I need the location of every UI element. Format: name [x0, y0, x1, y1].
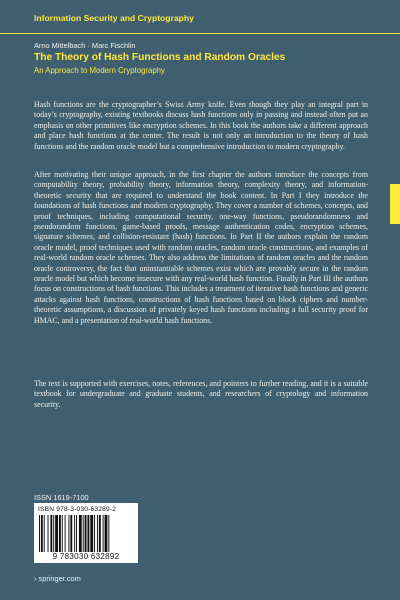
barcode-bar [55, 515, 58, 552]
barcode-bar [39, 515, 40, 552]
barcode-bar [53, 515, 54, 552]
barcode-bar [70, 515, 72, 552]
barcode-bar [76, 515, 77, 552]
publisher-url[interactable]: › springer.com [34, 574, 81, 583]
barcode-bar [74, 515, 75, 552]
authors: Arno Mittelbach · Marc Fischlin [34, 41, 136, 50]
barcode-bar [108, 515, 109, 552]
barcode-graphic [38, 515, 134, 552]
barcode-digits: 9 783030 632892 [52, 552, 120, 561]
isbn-number: ISBN 978-3-030-63289-2 [38, 506, 117, 513]
barcode-bar [87, 515, 89, 552]
barcode-bar [65, 515, 66, 552]
barcode-bar [99, 515, 101, 552]
barcode-bar [94, 515, 95, 552]
barcode-bar [44, 515, 45, 552]
barcode-bar [41, 515, 43, 552]
barcode-bar [62, 515, 63, 552]
book-subtitle: An Approach to Modern Cryptography [34, 66, 165, 75]
barcode-bar [68, 515, 69, 552]
barcode-bar [105, 515, 108, 552]
barcode-bar [103, 515, 104, 552]
series-name: Information Security and Cryptography [34, 13, 194, 23]
barcode-bar [59, 515, 61, 552]
barcode-bar [83, 515, 84, 552]
blurb-paragraph-2: After motivating their unique approach, in the first chapter the authors introduce the concepts from computability theory, probability theory, information theory, complexity theory, and information-theoretic security that are required to understand the book content. In Part I they introduce the foundations of hash functions and modern cryptography. They cover a number of schemes, concepts, and proof techniques, including computational security, one-way functions, pseudorandomness and pseudorandom functions, game-based proofs, message authentication codes, encryption schemes, signature schemes, and collision-resistant (hash) functions. In Part II the authors explain the random oracle model, proof techniques used with random oracles, random oracle constructions, and examples of real-world random oracle schemes. They also address the limitations of random oracles and the random oracle controversy, the fact that uninstantiable schemes exist which are provably secure in the random oracle model but which become insecure with any real-world hash function. Finally in Part III the authors focus on constructions of hash functions. This includes a treatment of iterative hash functions and generic attacks against hash functions, constructions of hash functions based on block ciphers and number-theoretic assumptions, a discussion of privately keyed hash functions including a full security proof for HMAC, and a presentation of real-world hash functions. [34, 170, 368, 325]
accent-bar [390, 184, 400, 224]
book-title: The Theory of Hash Functions and Random Oracles [34, 52, 286, 63]
barcode-bar [90, 515, 93, 552]
blurb-paragraph-3: The text is supported with exercises, notes, references, and pointers to further reading, and it is a suitable textbook for undergraduate and graduate students, and researchers of cryptology and information security. [34, 379, 368, 409]
barcode-bar [85, 515, 87, 552]
barcode-bar [48, 515, 49, 552]
accent-rule [0, 33, 400, 34]
barcode-bar [79, 515, 82, 552]
issn: ISSN 1619-7100 [34, 493, 89, 502]
barcode-bar [50, 515, 52, 552]
barcode-bar [97, 515, 98, 552]
isbn-barcode [34, 503, 138, 563]
blurb-paragraph-1: Hash functions are the cryptographer’s Swiss Army knife. Even though they play an integral part in today’s cryptography, existing textbooks discuss hash functions only in passing and instead often put an emphasis on other primitives like encryption schemes. In this book the authors take a different approach and place hash functions at the center. The result is not only an introduction to the theory of hash functions and the random oracle model but a comprehensive introduction to modern cryptography. [34, 100, 368, 151]
